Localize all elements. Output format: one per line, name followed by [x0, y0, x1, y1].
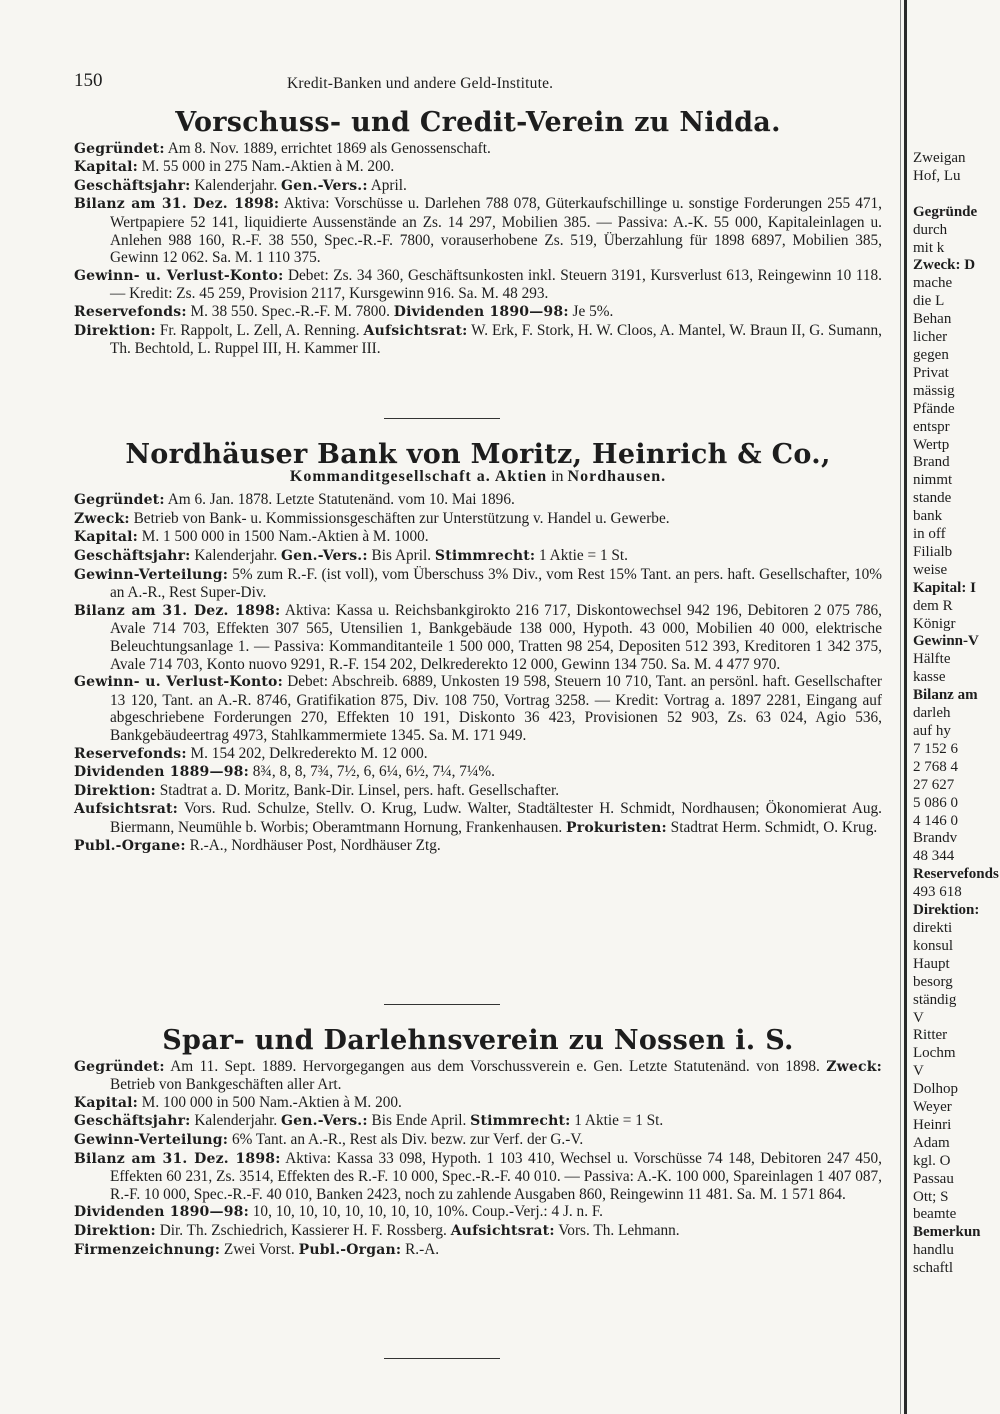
entry-paragraph [74, 140, 882, 159]
field-label: Aufsichtsrat: [363, 322, 468, 339]
field-label: Gewinn-Verteilung: [74, 566, 229, 583]
field-label: Zweck: [826, 1058, 882, 1075]
entry-paragraph [74, 745, 882, 764]
field-text: Stadtrat a. D. Moritz, Bank-Dir. Linsel, pers. haft. Gesellschafter. [155, 781, 560, 799]
adjacent-fragment: Bilanz am [913, 687, 978, 704]
entry-paragraph [74, 1150, 882, 1204]
entry-paragraph [74, 547, 882, 566]
adjacent-fragment: Hälfte [913, 651, 951, 668]
adjacent-fragment: dem R [913, 597, 953, 614]
field-text: Am 6. Jan. 1878. Letzte Statutenänd. vom 10. Mai 1896. [164, 491, 515, 509]
entry-paragraph [74, 267, 882, 303]
field-text: Aktiva: Kassa 33 098, Hypoth. 1 103 410, Wechsel u. Vorschüsse 74 148, Debitoren 247 450, Effekten 60 231, Zs. 3514, Effekten des R.-F. 10 000, Spec.-R.-F. 40 010. — Passiva: A.-K. 100 000, Spareinlagen 1 407 087, R.-F. 10 000, Spec.-R.-F. 40 010, Banken 2423, noch zu zahlende Ausgaben 860, Reingewinn 11 481. Sa. M. 1 571 864. [110, 1149, 882, 1203]
field-label: Bilanz am 31. Dez. 1898: [74, 602, 281, 619]
adjacent-fragment: Adam [913, 1134, 950, 1151]
adjacent-fragment: 5 086 0 [913, 794, 958, 811]
entry-paragraph [74, 322, 882, 358]
section-divider [384, 1004, 500, 1005]
entry-paragraph [74, 763, 882, 782]
field-text: Bis Ende April. [367, 1112, 471, 1130]
adjacent-fragment: V [913, 1009, 924, 1026]
field-label: Bilanz am 31. Dez. 1898: [74, 196, 280, 213]
subtitle-company-form: Kommanditgesellschaft a. Aktien [289, 467, 548, 485]
field-text: Kalenderjahr. [190, 546, 282, 564]
field-label: Firmenzeichnung: [74, 1241, 221, 1258]
adjacent-fragment: Brand [913, 454, 950, 471]
field-label: Gegründet: [74, 140, 165, 157]
field-text: Vors. Rud. Schulze, Stellv. O. Krug, Ludw. Walter, Stadtältester H. Schmidt, Nordhausen; Ökonomierat Aug. Biermann, Neumühle b. Worbis; Oberamtmann Hornung, Frankenhausen. [110, 800, 882, 836]
adjacent-fragment: darleh [913, 705, 951, 722]
adjacent-page-fragments [913, 150, 1000, 1278]
adjacent-fragment: 493 618 [913, 884, 962, 901]
field-text: Kalenderjahr. [190, 176, 282, 194]
entry-paragraph [74, 1112, 882, 1131]
subtitle-connector: in [547, 467, 568, 485]
entry-paragraph [74, 303, 882, 322]
field-text: Stadtrat Herm. Schmidt, O. Krug. [666, 818, 878, 836]
field-label: Kapital: [74, 529, 138, 546]
field-label: Dividenden 1890—98: [74, 1204, 249, 1221]
adjacent-fragment: mit k [913, 239, 945, 256]
field-text: Am 8. Nov. 1889, errichtet 1869 als Genossenschaft. [164, 139, 491, 157]
adjacent-fragment: die L [913, 293, 945, 310]
adjacent-fragment: Ritter [913, 1027, 948, 1044]
field-text: 6% Tant. an A.-R., Rest als Div. bezw. zur Verf. der G.-V. [228, 1130, 584, 1148]
adjacent-fragment: Bemerkun [913, 1224, 981, 1241]
field-text: Fr. Rappolt, L. Zell, A. Renning. [155, 321, 364, 339]
adjacent-fragment: mache [913, 275, 953, 292]
adjacent-fragment: direkti [913, 919, 953, 936]
adjacent-fragment: Privat [913, 364, 949, 381]
field-label: Kapital: [74, 159, 138, 176]
field-label: Gen.-Vers.: [281, 1113, 368, 1130]
adjacent-fragment: 7 152 6 [913, 740, 958, 757]
adjacent-fragment: Hof, Lu [913, 167, 961, 184]
entry-title: Nordhäuser Bank von Moritz, Heinrich & Co., [125, 439, 831, 470]
field-text: Dir. Th. Zschiedrich, Kassierer H. F. Rossberg. [155, 1221, 451, 1239]
adjacent-fragment: ständig [913, 991, 957, 1008]
field-label: Gewinn-Verteilung: [74, 1131, 229, 1148]
adjacent-fragment: in off [913, 526, 946, 543]
adjacent-fragment: stande [913, 490, 952, 507]
entry-paragraph [74, 177, 882, 196]
adjacent-fragment: gegen [913, 346, 949, 363]
entry-paragraph [74, 1241, 882, 1260]
field-label: Publ.-Organ: [298, 1241, 402, 1258]
field-text: 8¾, 8, 8, 7¾, 7½, 6, 6¼, 6½, 7¼, 7¼%. [248, 763, 495, 781]
adjacent-fragment: Wertp [913, 436, 950, 453]
field-label: Reservefonds: [74, 303, 187, 320]
entry-paragraph [74, 1058, 882, 1094]
adjacent-fragment: Filialb [913, 543, 953, 560]
entry-paragraph [74, 1222, 882, 1241]
entry-nordhaeuser-bank [74, 439, 882, 856]
adjacent-fragment: auf hy [913, 723, 951, 739]
field-text: Kalenderjahr. [190, 1112, 282, 1130]
field-label: Bilanz am 31. Dez. 1898: [74, 1150, 281, 1167]
field-label: Gen.-Vers.: [281, 177, 368, 194]
adjacent-fragment: 2 768 4 [913, 758, 958, 775]
entry-paragraph [74, 782, 882, 801]
entry-paragraph [74, 528, 882, 547]
subtitle-place: Nordhausen. [567, 467, 667, 485]
adjacent-fragment: entspr [913, 418, 950, 435]
field-text: Je 5%. [568, 302, 614, 320]
entry-paragraph [74, 800, 882, 837]
section-divider [384, 418, 500, 419]
adjacent-fragment: 27 627 [913, 776, 955, 793]
field-text: R.-A. [401, 1240, 440, 1258]
field-label: Gewinn- u. Verlust-Konto: [74, 267, 284, 284]
field-text: Betrieb von Bank- u. Kommissionsgeschäften zur Unterstützung v. Handel u. Gewerbe. [129, 509, 670, 527]
field-text: M. 1 500 000 in 1500 Nam.-Aktien à M. 1000. [137, 528, 429, 546]
section-divider [384, 1358, 500, 1359]
field-text: W. Erk, F. Stork, H. W. Cloos, A. Mantel, W. Braun II, G. Sumann, Th. Bechtold, L. Ruppel III, H. Kammer III. [110, 321, 882, 358]
field-text: R.-A., Nordhäuser Post, Nordhäuser Ztg. [185, 837, 441, 855]
field-label: Aufsichtsrat: [74, 801, 178, 818]
adjacent-fragment: 4 146 0 [913, 812, 958, 829]
adjacent-fragment: kasse [913, 669, 946, 686]
entry-subtitle [74, 468, 882, 486]
field-label: Gegründet: [74, 1058, 165, 1075]
adjacent-fragment: Königr [913, 615, 956, 632]
entry-paragraph [74, 602, 882, 673]
page-gutter-divider [904, 0, 907, 1414]
field-text: Betrieb von Bankgeschäften aller Art. [110, 1076, 342, 1094]
field-text: Zwei Vorst. [220, 1240, 299, 1258]
field-label: Kapital: [74, 1094, 138, 1111]
entry-paragraph [74, 491, 882, 510]
field-label: Publ.-Organe: [74, 838, 186, 855]
adjacent-fragment: Gewinn-V [913, 633, 979, 650]
adjacent-fragment: Weyer [913, 1099, 952, 1116]
entry-paragraph [74, 158, 882, 177]
adjacent-fragment: Direktion: [913, 902, 980, 919]
adjacent-fragment: Gegründe [913, 203, 978, 220]
entry-nidda [74, 107, 882, 358]
adjacent-fragment: Zweck: D [913, 257, 976, 274]
adjacent-fragment: 48 344 [913, 848, 955, 865]
field-text: M. 100 000 in 500 Nam.-Aktien à M. 200. [137, 1093, 402, 1111]
adjacent-fragment: Behan [913, 311, 952, 328]
adjacent-fragment: weise [913, 561, 948, 578]
adjacent-fragment: Reservefonds [913, 866, 999, 883]
entry-title: Spar- und Darlehnsverein zu Nossen i. S. [162, 1025, 794, 1056]
binding-shadow [900, 0, 901, 1414]
field-label: Geschäftsjahr: [74, 547, 191, 564]
entry-paragraph [74, 1203, 882, 1222]
field-text: Aktiva: Kassa u. Reichsbankgirokto 216 717, Diskontowechsel 942 196, Debitoren 2 075 786, Avale 714 703, Effekten 307 565, Utensilien 1, Bankgebäude 138 000, Hypoth. 43 000, Mobilien 40 000, elektrische Beleuchtungsanlage 1. — Passiva: Kommanditanteile 1 500 000, Tratten 98 254, Depositen 512 393, Kreditoren 1 342 375, Avale 714 703, Konto nuovo 9291, R.-F. 154 202, Delkrederekto 12 000, Gewinn 134 750. Sa. M. 4 477 970. [110, 601, 882, 673]
field-label: Prokuristen: [566, 819, 667, 836]
field-label: Stimmrecht: [470, 1113, 571, 1130]
field-label: Reservefonds: [74, 745, 187, 762]
field-text: Debet: Abschreib. 6889, Unkosten 19 598, Steuern 10 710, Tant. an persönl. haft. Gesellschafter 13 120, Tant. an A.-R. 8746, Gratifikation 875, Div. 108 750, Vortrag 3258. — Kredit: Vortrag a. 1897 2281, Eingang auf abgeschriebene Forderungen 270, Effekten 10 191, Diskonto 36 423, Provisionen 52 903, Zs. 63 024, Agio 536, Bankgebäudeertrag 4973, Stahlkammermiete 1345. Sa. M. 171 949. [110, 673, 882, 744]
field-label: Dividenden 1890—98: [393, 303, 569, 320]
field-text: Aktiva: Vorschüsse u. Darlehen 788 078, Güterkaufschillinge u. sonstige Forderungen 255 471, Wertpapiere 52 141, liquidierte Aussenstände an Zs. 14 297, Mobilien 385. — Passiva: A.-K. 55 000, Kapitaleinlagen u. Anlehen 988 160, R.-F. 38 550, Spec.-R.-F. 7800, vorauserhobene Zs. 519, Überzahlung für 1898 6897, Mobilien 385, Gewinn 12 062. Sa. M. 1 110 375. [110, 195, 882, 267]
field-label: Direktion: [74, 782, 156, 799]
adjacent-fragment: Dolhop [913, 1081, 958, 1098]
field-label: Direktion: [74, 1222, 156, 1239]
adjacent-fragment: Heinri [913, 1116, 952, 1133]
adjacent-fragment: Ott; S [913, 1188, 949, 1205]
adjacent-fragment: Brandv [913, 830, 958, 847]
adjacent-fragment: konsul [913, 937, 954, 954]
field-text: Am 11. Sept. 1889. Hervorgegangen aus dem Vorschussverein e. Gen. Letzte Statutenänd. von 1898. [164, 1057, 827, 1075]
page-number: 150 [74, 70, 103, 91]
entry-paragraph [74, 673, 882, 744]
field-text: 1 Aktie = 1 St. [570, 1112, 664, 1130]
adjacent-fragment: Haupt [913, 955, 950, 972]
adjacent-fragment [913, 186, 1000, 204]
adjacent-fragment: nimmt [913, 472, 953, 489]
field-label: Geschäftsjahr: [74, 177, 191, 194]
field-text: M. 55 000 in 275 Nam.-Aktien à M. 200. [137, 158, 395, 176]
adjacent-fragment: Lochm [913, 1045, 956, 1062]
field-label: Dividenden 1889—98: [74, 764, 249, 781]
field-text: M. 154 202, Delkrederekto M. 12 000. [186, 744, 428, 762]
adjacent-fragment: besorg [913, 973, 953, 990]
field-label: Geschäftsjahr: [74, 1113, 191, 1130]
adjacent-fragment: V [913, 1063, 924, 1080]
field-label: Gegründet: [74, 492, 165, 509]
adjacent-fragment: durch [913, 221, 948, 238]
field-label: Aufsichtsrat: [450, 1222, 555, 1239]
entry-paragraph [74, 1094, 882, 1113]
field-text: Bis April. [367, 546, 435, 564]
entry-paragraph [74, 837, 882, 856]
field-text: M. 38 550. Spec.-R.-F. M. 7800. [186, 302, 394, 320]
adjacent-fragment: Zweigan [913, 150, 966, 166]
adjacent-fragment: mässig [913, 382, 955, 399]
adjacent-fragment: handlu [913, 1242, 954, 1259]
adjacent-fragment: beamte [913, 1206, 957, 1223]
entry-title: Vorschuss- und Credit-Verein zu Nidda. [175, 107, 781, 138]
field-text: Vors. Th. Lehmann. [554, 1221, 680, 1239]
entry-nossen [74, 1025, 882, 1259]
field-text: Debet: Zs. 34 360, Geschäftsunkosten inkl. Steuern 3191, Kursverlust 613, Reingewinn 10 118. — Kredit: Zs. 45 259, Provision 2117, Kursgewinn 916. Sa. M. 48 293. [110, 266, 882, 303]
adjacent-fragment: licher [913, 329, 948, 346]
field-label: Direktion: [74, 322, 156, 339]
adjacent-fragment: Kapital: I [913, 579, 976, 596]
running-head: Kredit-Banken und andere Geld-Institute. [287, 75, 554, 92]
adjacent-fragment: Passau [913, 1170, 954, 1187]
field-label: Gen.-Vers.: [281, 547, 368, 564]
entry-paragraph [74, 195, 882, 266]
field-label: Zweck: [74, 510, 130, 527]
entry-paragraph [74, 510, 882, 529]
entry-paragraph [74, 1131, 882, 1150]
field-text: 5% zum R.-F. (ist voll), vom Überschuss 3% Div., vom Rest 15% Tant. an pers. haft. Gesellschafter, 10% an A.-R., Rest Super-Div. [110, 565, 882, 602]
adjacent-fragment: bank [913, 508, 943, 525]
field-label: Stimmrecht: [434, 547, 536, 564]
adjacent-fragment: kgl. O [913, 1152, 951, 1169]
entry-paragraph [74, 566, 882, 602]
field-text: 1 Aktie = 1 St. [535, 546, 629, 564]
adjacent-fragment: Pfände [913, 400, 955, 417]
adjacent-fragment: schaftl [913, 1260, 953, 1277]
field-label: Gewinn- u. Verlust-Konto: [74, 674, 283, 691]
field-text: 10, 10, 10, 10, 10, 10, 10, 10, 10%. Coup.-Verj.: 4 J. n. F. [248, 1203, 603, 1221]
field-text: April. [367, 176, 407, 194]
